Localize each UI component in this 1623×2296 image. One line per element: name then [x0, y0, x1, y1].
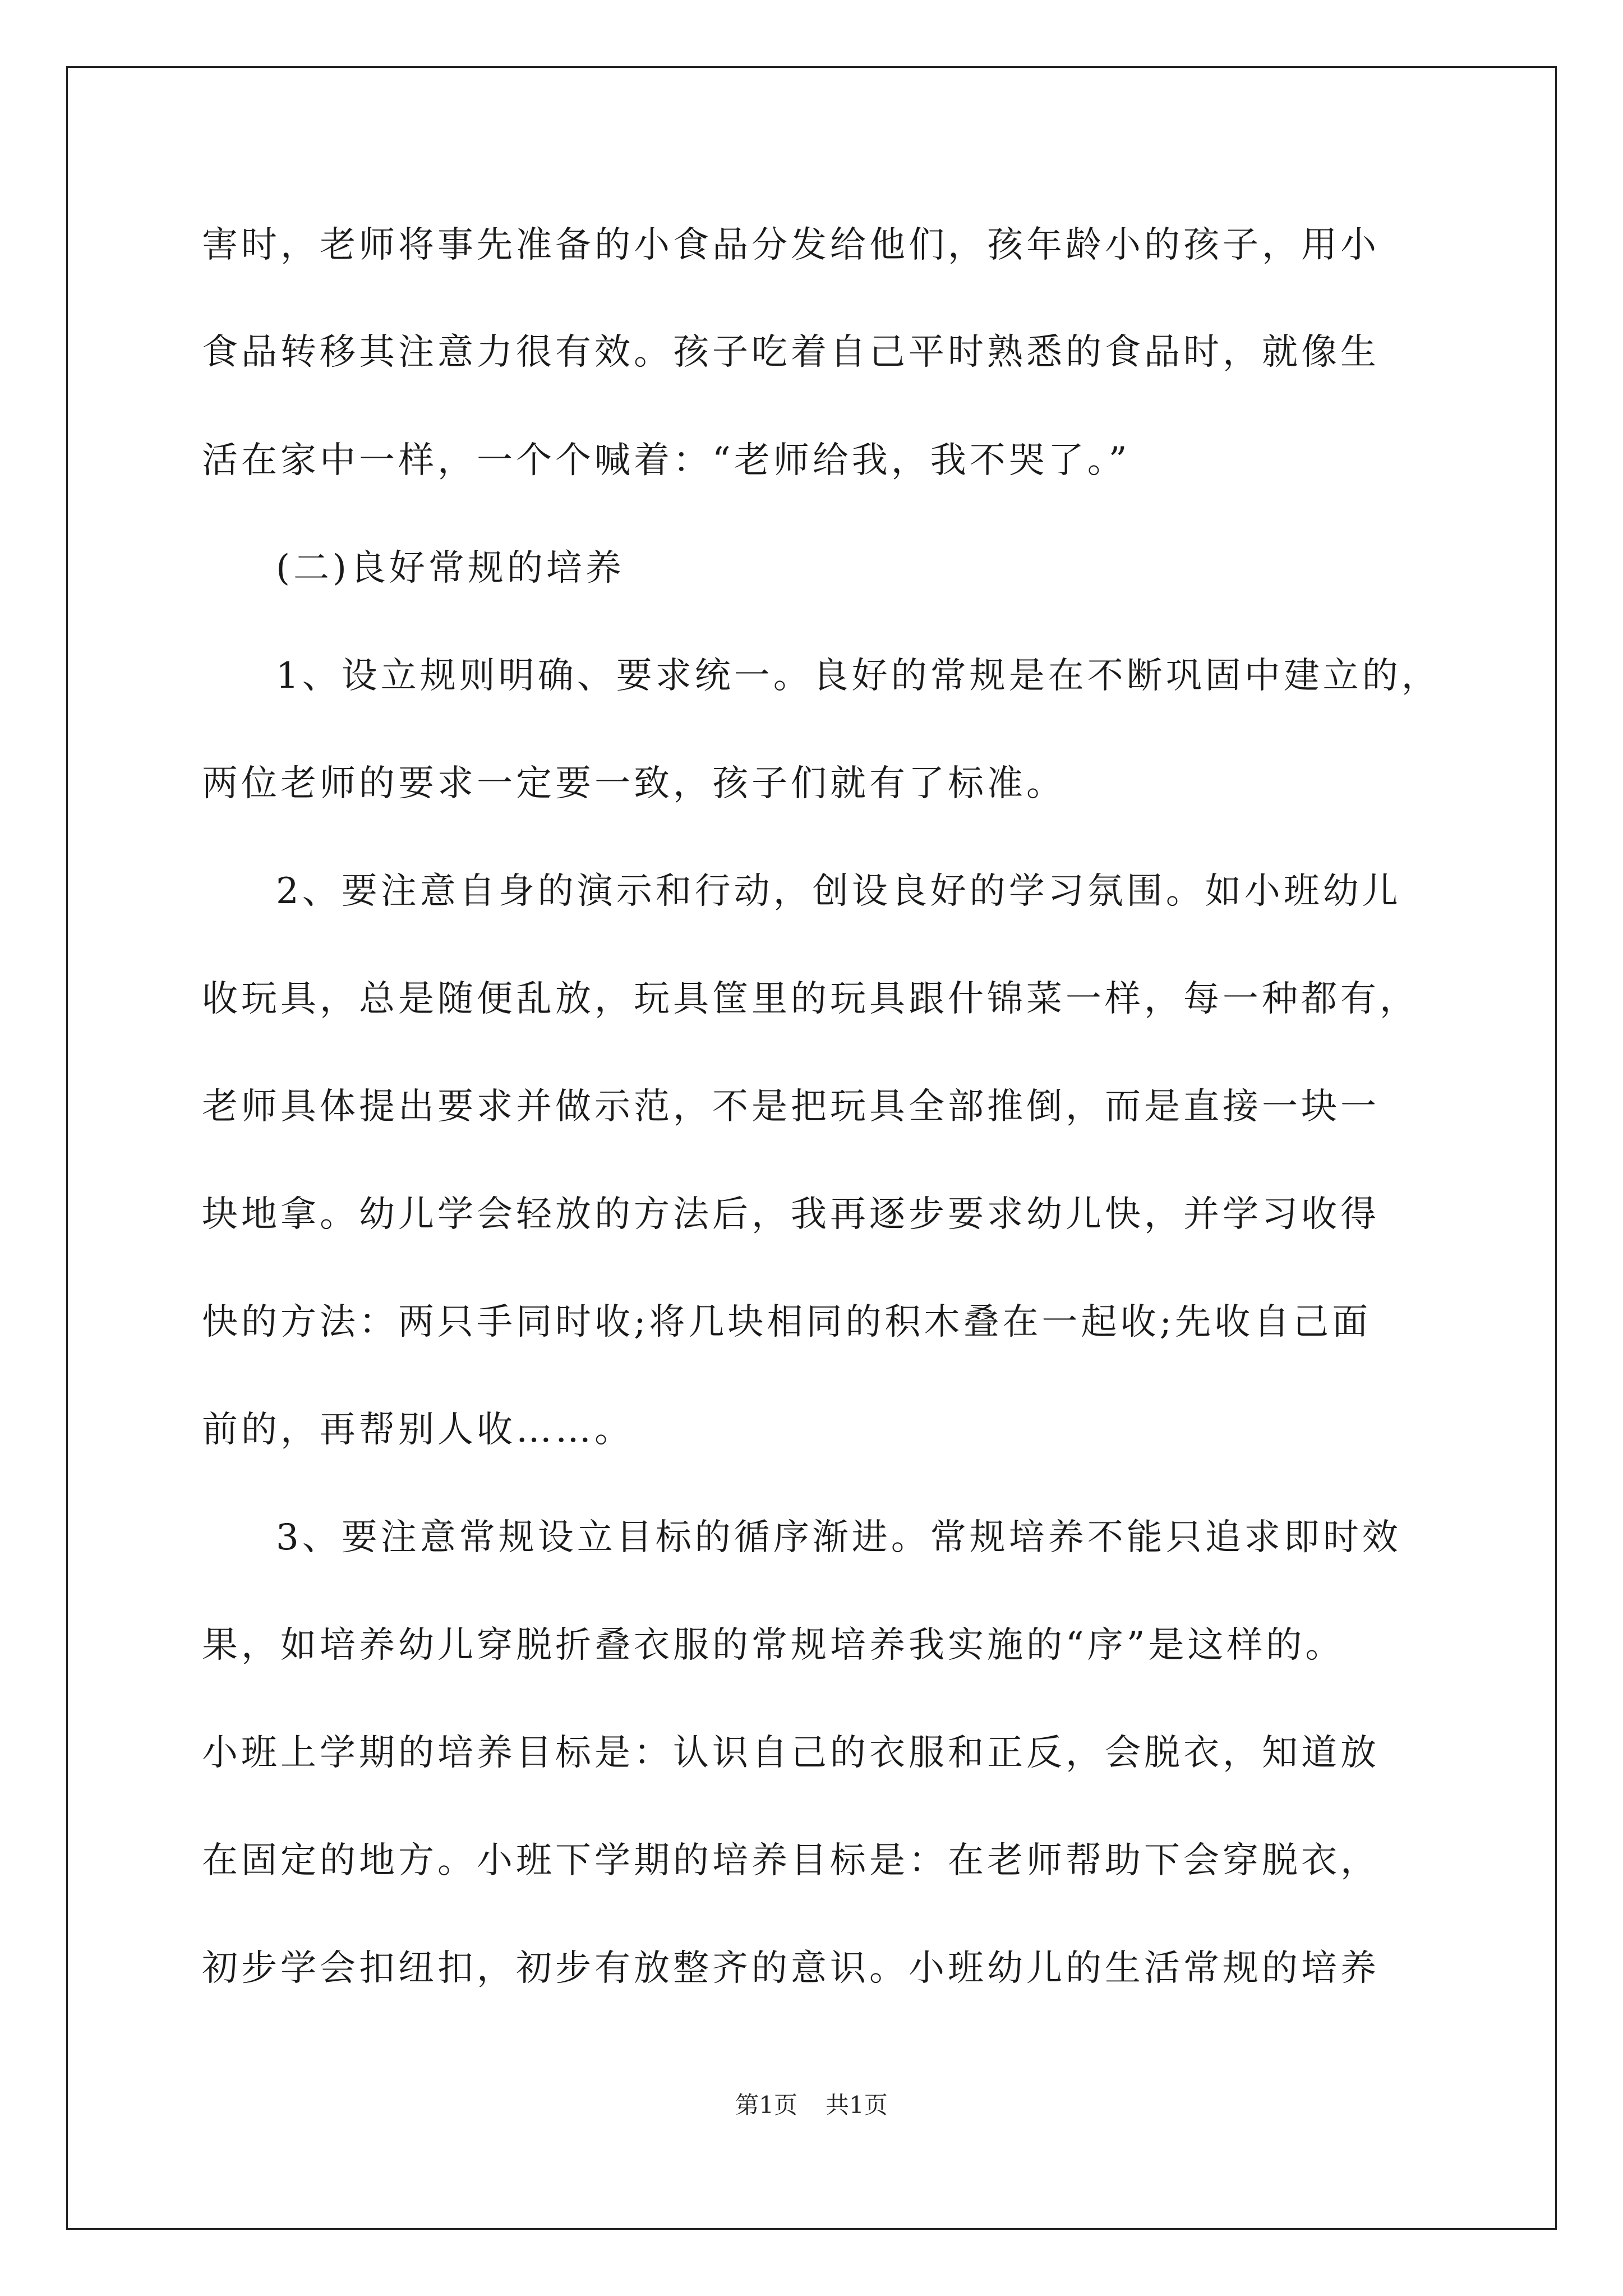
page-number: 第1页: [735, 2091, 797, 2119]
text-line: 前的，再帮别人收……。: [202, 1409, 634, 1451]
text-line: 果，如培养幼儿穿脱折叠衣服的常规培养我实施的“序”是这样的。: [202, 1625, 1345, 1666]
text-line: 1、设立规则明确、要求统一。良好的常规是在不断巩固中建立的，: [276, 655, 1441, 697]
text-line: 2、要注意自身的演示和行动，创设良好的学习氛围。如小班幼儿: [276, 871, 1401, 912]
text-line: 快的方法：两只手同时收;将几块相同的积木叠在一起收;先收自己面: [202, 1301, 1372, 1343]
text-line: 块地拿。幼儿学会轻放的方法后，我再逐步要求幼儿快，并学习收得: [202, 1194, 1380, 1235]
section-heading: (二)良好常规的培养: [276, 547, 625, 589]
page-total: 共1页: [826, 2091, 888, 2119]
text-line: 在固定的地方。小班下学期的培养目标是：在老师帮助下会穿脱衣，: [202, 1840, 1380, 1881]
text-line: 活在家中一样，一个个喊着：“老师给我，我不哭了。”: [202, 440, 1131, 481]
text-line: 收玩具，总是随便乱放，玩具筐里的玩具跟什锦菜一样，每一种都有，: [202, 978, 1419, 1020]
text-line: 老师具体提出要求并做示范，不是把玩具全部推倒，而是直接一块一: [202, 1086, 1380, 1128]
text-line: 害时，老师将事先准备的小食品分发给他们，孩年龄小的孩子，用小: [202, 224, 1380, 266]
page-footer: [0, 2093, 1623, 2117]
text-line: 小班上学期的培养目标是：认识自己的衣服和正反，会脱衣，知道放: [202, 1732, 1380, 1774]
text-line: 两位老师的要求一定要一致，孩子们就有了标准。: [202, 763, 1066, 804]
text-line: 食品转移其注意力很有效。孩子吃着自己平时熟悉的食品时，就像生: [202, 332, 1380, 373]
text-line: 初步学会扣纽扣，初步有放整齐的意识。小班幼儿的生活常规的培养: [202, 1948, 1380, 1989]
text-line: 3、要注意常规设立目标的循序渐进。常规培养不能只追求即时效: [276, 1517, 1401, 1558]
